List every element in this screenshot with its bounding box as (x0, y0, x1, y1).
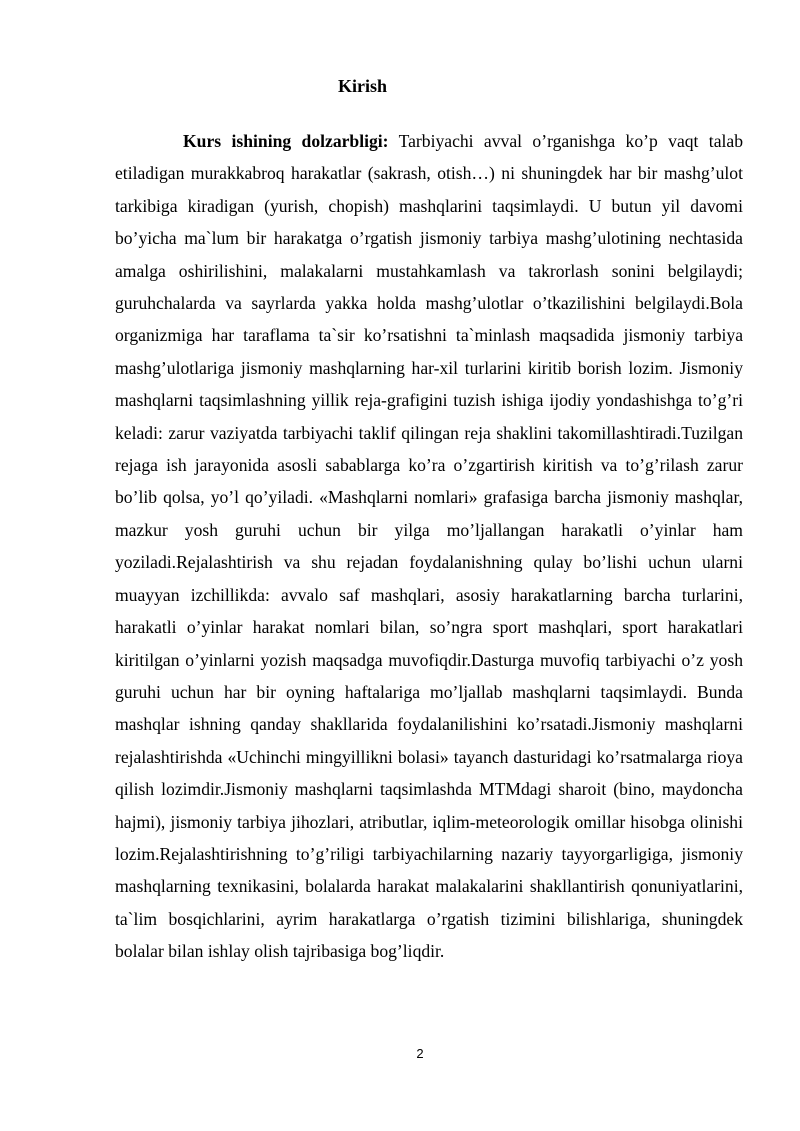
body-paragraph (115, 125, 743, 968)
lead-label: Kurs ishining dolzarbligi: (183, 131, 389, 151)
section-heading: Kirish (337, 76, 387, 96)
page-number: 2 (416, 1046, 424, 1061)
body-text: Tarbiyachi avval o’rganishga ko’p vaqt talab etiladigan murakkabroq harakatlar (sakrash, otish…) ni shuningdek har bir mashg’ulot tarkibiga kiradigan (yurish, chopish) mashqlarini taqsimlaydi. U butun yil davomi bo’yicha ma`lum bir harakatga o’rgatish jismoniy tarbiya mashg’ulotining nechtasida amalga oshirilishini, malakalarni mustahkamlash va takrorlash sonini belgilaydi; guruhchalarda va sayrlarda yakka holda mashg’ulotlar o’tkazilishini belgilaydi.Bola organizmiga har taraflama ta`sir ko’rsatishni ta`minlash maqsadida jismoniy tarbiya mashg’ulotlariga jismoniy mashqlarning har-xil turlarini kiritib borish lozim. Jismoniy mashqlarni taqsimlashning yillik reja-grafigini tuzish ishiga ijodiy yondashishga to’g’ri keladi: zarur vaziyatda tarbiyachi taklif qilingan reja shaklini takomillashtiradi.Tuzilgan rejaga ish jarayonida asosli sabablarga ko’ra o’zgartirish kiritish va to’g’rilash zarur bo’lib qolsa, yo’l qo’yiladi. «Mashqlarni nomlari» grafasiga barcha jismoniy mashqlar, mazkur yosh guruhi uchun bir yilga mo’ljallangan harakatli o’yinlar ham yoziladi.Rejalashtirish va shu rejadan foydalanishning qulay bo’lishi uchun ularni muayyan izchillikda: avvalo saf mashqlari, asosiy harakatlarning barcha turlarini, harakatli o’yinlar harakat nomlari bilan, so’ngra sport mashqlari, sport harakatlari kiritilgan o’yinlarni yozish maqsadga muvofiqdir.Dasturga muvofiq tarbiyachi o’z yosh guruhi uchun har bir oyning haftalariga mo’ljallab mashqlarni taqsimlaydi. Bunda mashqlar ishning qanday shakllarida foydalanilishini ko’rsatadi.Jismoniy mashqlarni rejalashtirishda «Uchinchi mingyillikni bolasi» tayanch dasturidagi ko’rsatmalarga rioya qilish lozimdir.Jismoniy mashqlarni taqsimlashda MTMdagi sharoit (bino, maydoncha hajmi), jismoniy tarbiya jihozlari, atributlar, iqlim-meteorologik omillar hisobga olinishi lozim.Rejalashtirishning to’g’riligi tarbiyachilarning nazariy tayyorgarligiga, jismoniy mashqlarning texnikasini, bolalarda harakat malakalarini shakllantirish qonuniyatlarini, ta`lim bosqichlarini, ayrim harakatlarga o’rgatish tizimini bilishlariga, shuningdek bolalar bilan ishlay olish tajribasiga bog’liqdir. (115, 131, 743, 962)
